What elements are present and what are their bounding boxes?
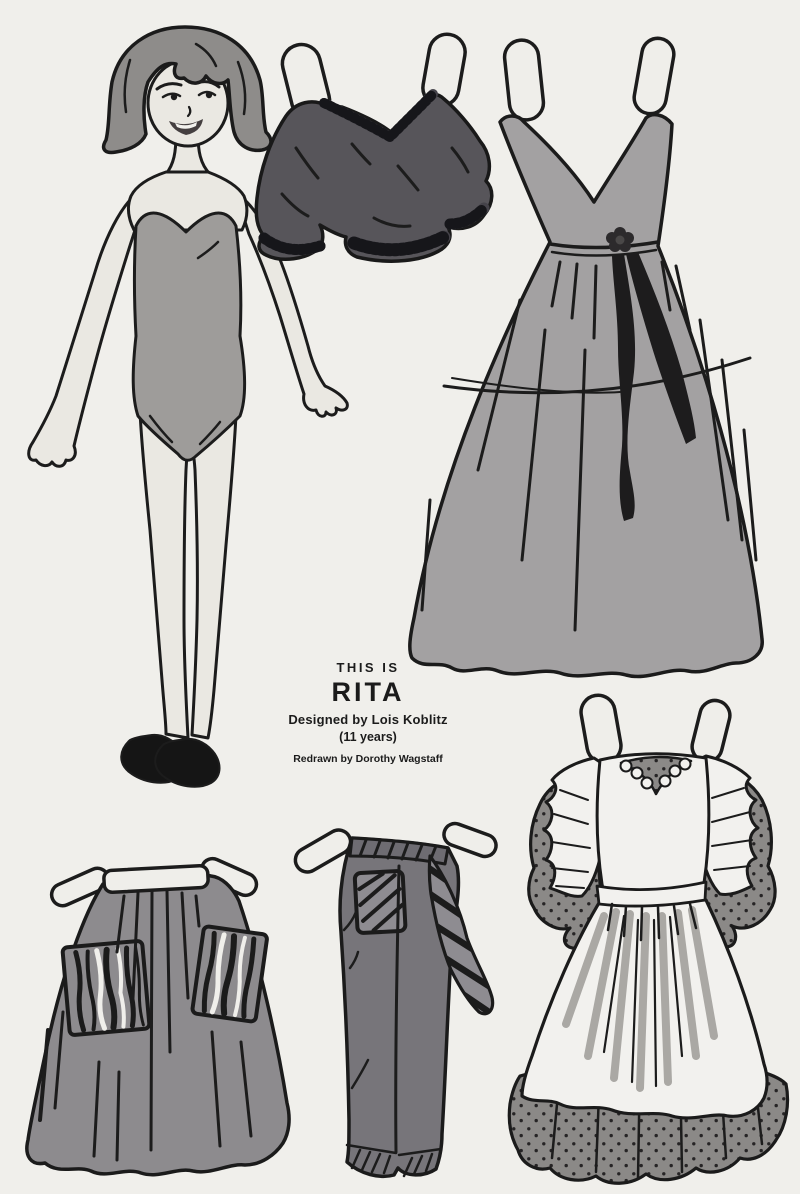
paper-tab [689,697,733,764]
apron-ruffle [544,758,605,896]
skirt-waistband [103,865,208,892]
pants-illustration [291,820,499,1176]
apron-dress-illustration [509,693,787,1184]
doll-right-leg [190,415,236,738]
skirt-illustration [27,855,289,1175]
sweater-body [256,94,492,261]
sweater-illustration [256,31,492,261]
striped-pocket [192,926,268,1022]
designer-credit: Designed by Lois Koblitz [288,711,448,727]
page-title: RITA [331,676,405,707]
caption-block [268,661,468,765]
artist-credit: Redrawn by Dorothy Wagstaff [293,753,443,766]
caption-eyebrow: THIS IS [336,660,400,675]
paper-tab [632,36,677,116]
paper-tab [503,38,545,121]
striped-pocket [62,941,149,1036]
paper-tab [578,693,623,766]
doll-left-arm [29,194,143,466]
doll-left-leg [140,412,190,738]
doll-swimsuit [133,213,244,460]
designer-age: (11 years) [339,729,397,744]
